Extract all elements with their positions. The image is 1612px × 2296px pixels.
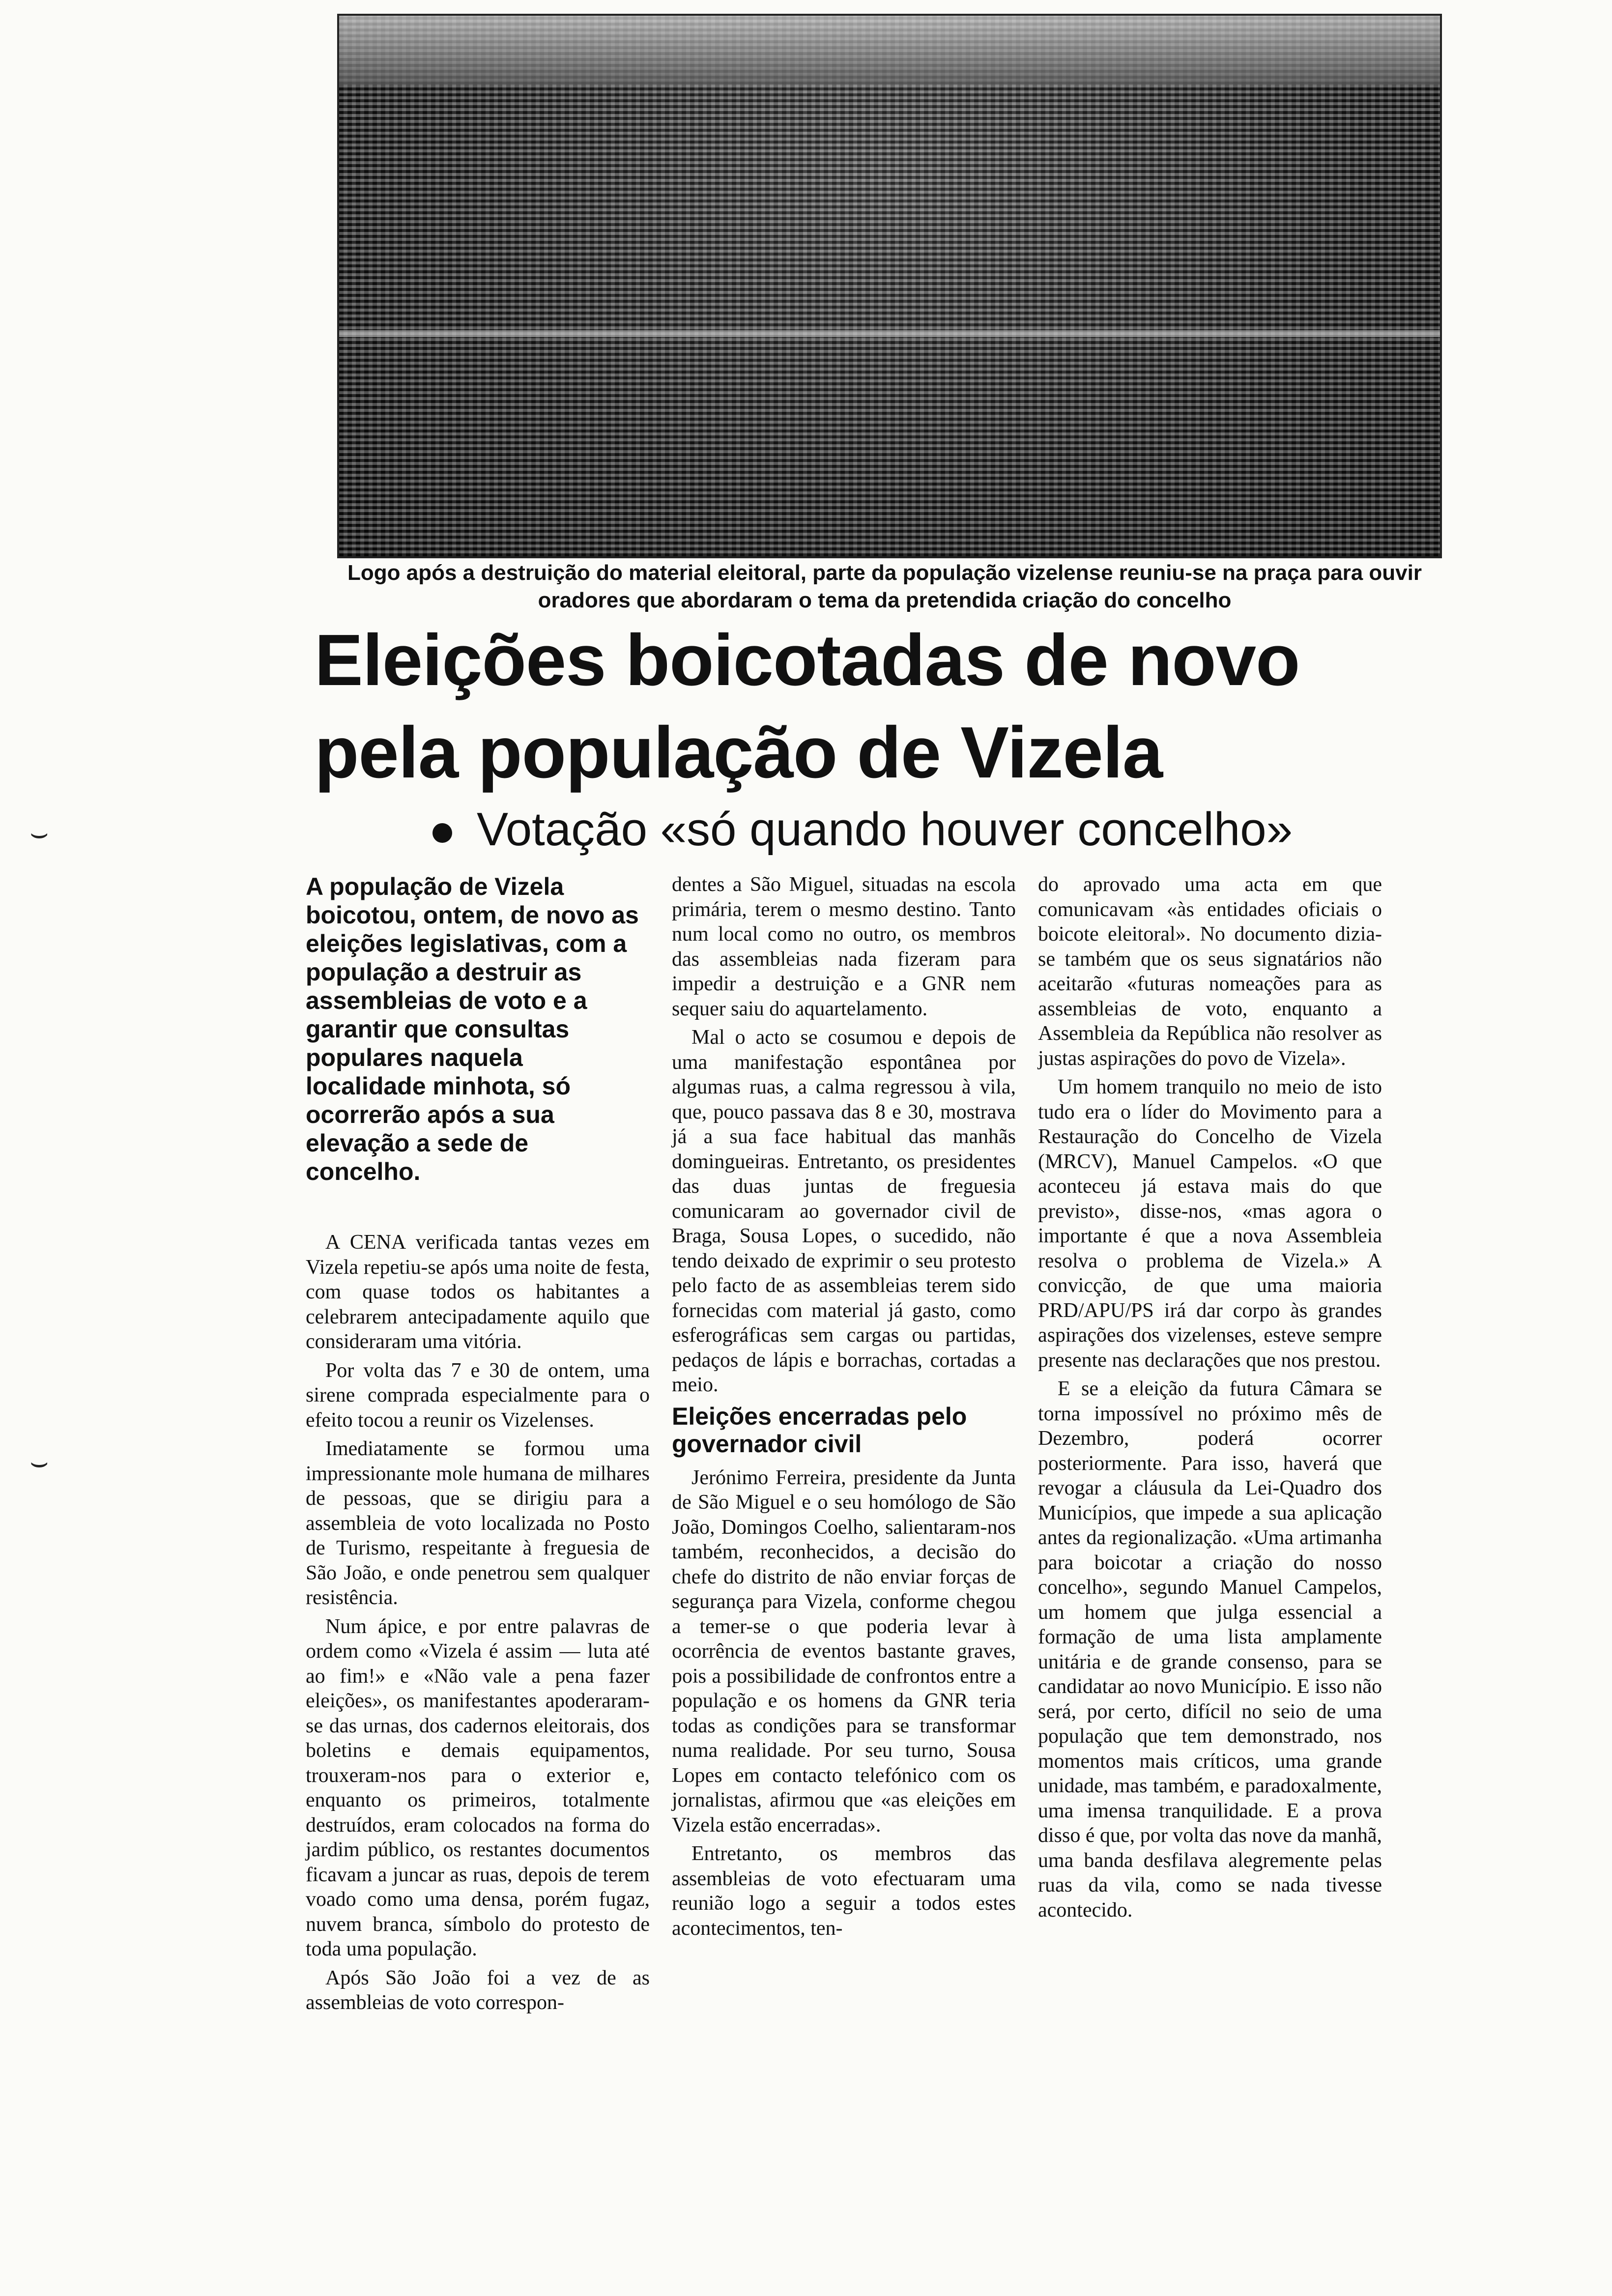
margin-mark: ⌣ bbox=[29, 816, 49, 850]
photo-sky bbox=[339, 16, 1440, 85]
subheadline bbox=[432, 800, 1465, 859]
paragraph: Por volta das 7 e 30 de ontem, uma sirene comprada especialmente para o efeito tocou a reunir os Vizelenses. bbox=[306, 1359, 650, 1432]
paragraph: Num ápice, e por entre palavras de ordem como «Vizela é assim — luta até ao fim!» e «Não vale a pena fazer eleições», os manifestantes apoderaram-se das urnas, dos cadernos eleitorais, dos boletins e demais equipamentos, trouxeram-nos para o exterior e, enquanto os primeiros, totalmente destruídos, eram colocados na forma do jardim público, os restantes documentos ficavam a juncar as ruas, depois de terem voado como uma densa, porém fugaz, nuvem branca, símbolo do protesto de toda uma população. bbox=[306, 1615, 650, 1960]
headline-line2: pela população de Vizela bbox=[315, 712, 1163, 793]
paragraph: Imediatamente se formou uma impressionante mole humana de milhares de pessoas, que se dirigiu para a assembleia de voto localizada no Posto de Turismo, respeitante à freguesia de São João, e onde penetrou sem qualquer resistência. bbox=[306, 1437, 650, 1609]
paragraph: Jerónimo Ferreira, presidente da Junta de São Miguel e o seu homólogo de São João, Domingos Coelho, salientaram-nos também, reconhecidos, a decisão do chefe do distrito de não enviar forças de segurança para Vizela, conforme chegou a temer-se o que poderia levar à ocorrência de eventos bastante graves, pois a possibilidade de confrontos entre a população e os homens da GNR teria todas as condições para se transformar numa realidade. Por seu turno, Sousa Lopes em contacto telefónico com os jornalistas, afirmou que «as eleições em Vizela estão encerradas». bbox=[672, 1466, 1016, 1837]
subheadline-text: Votação «só quando houver concelho» bbox=[477, 803, 1293, 856]
paragraph: Mal o acto se cosumou e depois de uma manifestação espontânea por algumas ruas, a calma regressou à vila, que, pouco passava das 8 e 30, mostrava já a sua face habitual das manhãs domingueiras. Entretanto, os presidentes das duas juntas de freguesia comunicaram ao governador civil de Braga, Sousa Lopes, o sucedido, não tendo deixado de exprimir o seu protesto pelo facto de as assembleias terem sido fornecidas com material já gasto, como esferográficas sem cargas ou partidas, pedaços de lápis e borrachas, cortadas a meio. bbox=[672, 1026, 1016, 1396]
photo-fence bbox=[339, 330, 1440, 337]
headline-line1: Eleições boicotadas de novo bbox=[315, 620, 1300, 701]
section-heading: Eleições encerradas pelo governador civil bbox=[672, 1402, 967, 1458]
bullet-icon bbox=[432, 823, 452, 843]
margin-mark: ⌣ bbox=[29, 1445, 49, 1479]
paragraph: E se a eleição da futura Câmara se torna impossível no próximo mês de Dezembro, poderá ocorrer posteriormente. Para isso, haverá que revogar a cláusula da Lei-Quadro dos Municípios, que impede a sua aplicação antes da regionalização. «Uma artimanha para boicotar a criação do nosso concelho», segundo Manuel Campelos, um homem que julga essencial a formação de uma lista amplamente unitária e de grande consenso, para se candidatar ao novo Município. E isso não será, por certo, difícil no seio de uma população que tem demonstrado, nos momentos mais críticos, uma grande unidade, mas também, e paradoxalmente, uma imensa tranquilidade. E a prova disso é que, por volta das nove da manhã, uma banda desfilava alegremente pelas ruas da vila, como se nada tivesse acontecido. bbox=[1038, 1378, 1382, 1922]
column-3 bbox=[1038, 872, 1382, 1926]
paragraph: Um homem tranquilo no meio de isto tudo era o líder do Movimento para a Restauração do Concelho de Vizela (MRCV), Manuel Campelos. «O que aconteceu já estava mais do que previsto», disse-nos, «mas agora o importante é que a nova Assembleia resolva o problema de Vizela.» A convicção, de que uma maioria PRD/APU/PS irá dar corpo às grandes aspirações dos vizelenses, esteve sempre presente nas declarações que nos prestou. bbox=[1038, 1076, 1382, 1372]
photo-caption: Logo após a destruição do material eleitoral, parte da população vizelense reuniu-se na praça para ouvir oradores que abordaram o tema da pretendida criação do concelho bbox=[347, 561, 1422, 612]
column-2 bbox=[672, 872, 1016, 1945]
paragraph: Após São João foi a vez de as assembleias de voto correspon- bbox=[306, 1966, 650, 2014]
crowd-photo bbox=[337, 14, 1442, 558]
lead-paragraph: A população de Vizela boicotou, ontem, de novo as eleições legislativas, com a população a destruir as assembleias de voto e a garantir que consultas populares naquela localidade minhota, só ocorrerão após a sua elevação a sede de concelho. bbox=[306, 873, 639, 1185]
paragraph: A CENA verificada tantas vezes em Vizela repetiu-se após uma noite de festa, com quase todos os habitantes a celebrarem antecipadamente aquilo que consideraram uma vitória. bbox=[306, 1231, 650, 1353]
headline bbox=[315, 614, 1455, 799]
paragraph: Entretanto, os membros das assembleias de voto efectuaram uma reunião logo a seguir a todos estes acontecimentos, ten- bbox=[672, 1842, 1016, 1940]
paragraph: dentes a São Miguel, situadas na escola primária, terem o mesmo destino. Tanto num local como no outro, os membros das assembleias nada fizeram para impedir a destruição e a GNR nem sequer saiu do aquartelamento. bbox=[672, 873, 1016, 1020]
paragraph: do aprovado uma acta em que comunicavam «às entidades oficiais o boicote eleitoral». No documento dizia-se também que os seus signatários não aceitarão «futuras nomeações para as assembleias de voto, enquanto a Assembleia da República não resolver as justas aspirações do povo de Vizela». bbox=[1038, 873, 1382, 1070]
column-1 bbox=[306, 872, 650, 2019]
